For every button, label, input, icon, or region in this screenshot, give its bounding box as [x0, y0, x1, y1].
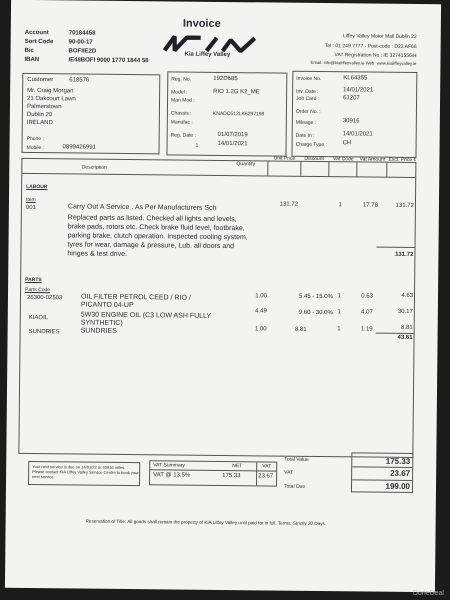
customer-address-line: Palmerstown: [26, 103, 62, 111]
customer-address-line: 21 Oakcourt Lawn: [27, 95, 76, 103]
service-note-box: [28, 461, 140, 486]
reg-value: 192D685: [213, 75, 238, 83]
charge-type-value: CH: [342, 140, 352, 147]
customer-address-line: Mr. Craig Morgan: [27, 87, 74, 95]
col-divider: [300, 162, 301, 176]
labour-subtotal: 131.72: [395, 251, 414, 258]
parts-subtotal: 43.61: [397, 334, 413, 341]
part-excl-price: 8.81: [400, 324, 413, 331]
mileage-value: 30916: [342, 118, 360, 125]
vat-summary-rate: VAT @ 13.5%: [153, 472, 191, 479]
part-unit-discount: 8.81: [294, 326, 307, 333]
part-quantity: 1.00: [255, 293, 268, 300]
parts-code-label: Parts Code: [25, 286, 51, 294]
chassis-label: Chassis :: [170, 110, 192, 117]
manufac-label: Manufac :: [170, 119, 193, 126]
vat-summary-col-divider: [256, 462, 257, 485]
account-value: 70184458: [68, 30, 96, 37]
part-description: OIL FILTER PETROL CEED / RIO /: [80, 293, 191, 302]
service-note-line: next service.: [32, 474, 55, 480]
col-divider: [356, 162, 357, 176]
iban-label: IBAN: [24, 56, 40, 64]
total-vat-label: VAT: [284, 469, 294, 476]
model-value: RIO 1.2G K2_ME: [213, 88, 260, 96]
mileage-label: Mileage :: [295, 119, 317, 126]
part-description: PICANTO 04-UP: [80, 301, 134, 310]
sort-code-label: Sort Code: [24, 38, 54, 46]
customer-box: [21, 73, 160, 154]
reg-date-value: 01/07/2019: [217, 131, 248, 139]
date-in-label: Date In :: [295, 132, 315, 139]
footer-terms: Reservation of Title: All goods shall remain the property of KIA Liffey Valley until paid for in full. Terms: Strictly 30 Days.: [85, 518, 327, 527]
col-vat-code: Vat Code: [333, 156, 354, 163]
total-value-label: Total Value: [284, 456, 309, 463]
vat-summary-net: 175.33: [222, 473, 241, 480]
labour-detail-line: parking brake, clutch operation. Inspected cooling system,: [67, 232, 248, 242]
part-vat-code: 1: [337, 293, 342, 300]
part-unit-discount: 9.60 - 30.0%: [298, 309, 333, 317]
service-note-line: Your next service is due on 14/01/22 or 45916 miles.: [32, 464, 126, 470]
inv-date-label: Inv. Date :: [296, 88, 319, 95]
col-divider: [267, 161, 268, 175]
dealer-line: Tel : 01 249 7777 - Post-code : D22 AF66: [324, 43, 417, 51]
part-vat-amount: 1.19: [360, 326, 373, 333]
totals-box: [351, 452, 413, 493]
total-vat: 23.67: [390, 468, 411, 478]
order-no-label: Order No. :: [295, 108, 321, 116]
labour-unit-price: 131.72: [279, 201, 298, 208]
part-description: SYNTHETIC): [80, 319, 123, 327]
dealer-line: VAT Registration No : IE 3274155GH: [334, 52, 417, 60]
charge-type-label: Charge Type :: [295, 141, 327, 149]
vehicle-box: [166, 71, 287, 156]
labour-vat-amount: 17.78: [362, 202, 378, 209]
part-unit-discount: 5.45 - 15.0%: [298, 293, 334, 301]
manmod-label: Man Mod :: [171, 97, 195, 104]
col-excl-price: Excl. Price €: [388, 156, 417, 164]
part-excl-price: 30.17: [397, 308, 413, 315]
col-discount: Discount: [304, 155, 324, 163]
labour-detail-line: brake pads, rotors etc. Check brake fluid level, footbrake,: [67, 223, 245, 233]
customer-label: Customer: [27, 76, 54, 84]
part-vat-code: 1: [337, 309, 341, 316]
col-description: Description: [81, 164, 107, 171]
total-value: 175.33: [385, 456, 411, 466]
vehicle-date: 14/01/2021: [217, 140, 248, 148]
iban-value: IE48BOFI 9000 1770 1844 58: [68, 57, 149, 65]
col-divider: [328, 162, 329, 176]
col-unit-price: Unit Price: [273, 155, 296, 162]
watermark: DoneDeal: [412, 590, 444, 597]
brand-subtitle: Kia Liffey Valley: [184, 51, 231, 59]
labour-title: Carry Out A Service . As Per Manufacturers Sch: [67, 203, 217, 212]
date-in-value: 14/01/2021: [342, 131, 373, 138]
vat-summary-box: [149, 460, 277, 486]
vat-summary-divider: [150, 469, 276, 471]
invoice-no-label: Invoice No.: [296, 75, 322, 83]
col-divider: [386, 163, 387, 177]
labour-detail-line: hinges & test drive.: [67, 250, 127, 258]
labour-excl-price: 131.72: [395, 202, 414, 209]
mobile-label: Mobile :: [26, 144, 45, 152]
total-due: 199.00: [385, 481, 411, 491]
vat-summary-vat: 23.67: [258, 473, 274, 480]
reg-label: Reg. No.: [171, 76, 192, 83]
dealer-line: Liffey Valley Motor Mall Dublin 22: [342, 33, 417, 41]
parts-heading: PARTS: [25, 276, 42, 284]
dealer-line: Email: info@kialiffeyvalley.ie Web: www.kialiffeyvalley.ie: [310, 59, 417, 67]
bic-label: Bic: [24, 47, 34, 55]
part-vat-amount: 0.63: [361, 293, 374, 300]
part-vat-code: 1: [337, 326, 341, 333]
customer-number: 618576: [69, 77, 90, 84]
part-quantity: 4.49: [255, 308, 267, 315]
vehicle-number: 1: [195, 142, 199, 149]
labour-detail-line: tyres for wear, damage & pressure, Lub. all doors and: [67, 241, 235, 251]
labour-detail-line: Replaced parts as listed. Checked all lights and levels,: [67, 214, 237, 224]
customer-address-line: IRELAND: [26, 119, 53, 127]
part-description: 5W30 ENGINE OIL (C3 LOW ASH FULLY: [80, 311, 212, 320]
part-excl-price: 4.63: [401, 292, 414, 299]
customer-address-line: Dublin 20: [26, 111, 53, 119]
sort-code-value: 90-00-17: [68, 39, 93, 46]
chassis-value: KNADC512LK6297198: [212, 110, 265, 118]
phone-label: Phone :: [26, 135, 44, 143]
vat-summary-title: VAT Summary: [153, 462, 185, 469]
invoice-title: Invoice: [182, 17, 221, 30]
bic-value: BOFIIE2D: [68, 48, 97, 55]
col-quantity: Quantity: [236, 161, 256, 168]
vat-summary-net-label: NET: [232, 463, 243, 470]
part-code: SUNDRIES: [28, 328, 60, 336]
part-quantity: 1.00: [254, 326, 267, 333]
part-description: SUNDRIES: [80, 327, 117, 335]
labour-subtotal-line: [377, 247, 415, 248]
labour-vat-code: 1: [338, 202, 342, 209]
account-label: Account: [24, 29, 49, 37]
job-card-value: 61207: [343, 95, 360, 102]
labour-heading: LABOUR: [26, 183, 48, 191]
labour-item-no: 001: [25, 204, 36, 212]
service-note-line: Please contact KIA Liffey Valley Service Centre to book your: [32, 469, 139, 476]
invoice-info-box: [291, 71, 417, 158]
model-label: Model :: [171, 89, 188, 96]
total-due-label: Total Due: [283, 483, 306, 490]
vat-summary-vat-label: VAT: [262, 463, 272, 470]
reg-date-label: Reg. Date :: [170, 132, 197, 139]
kia-logo-mark: [161, 34, 261, 53]
invoice-paper: [5, 0, 441, 592]
mobile-value: 0899426991: [62, 144, 96, 151]
invoice-no-value: KL64355: [343, 75, 368, 82]
part-code: KIAOIL: [28, 314, 49, 322]
job-card-label: Job Card :: [296, 95, 320, 102]
part-vat-amount: 4.07: [361, 309, 373, 316]
col-vat-amount: Vat Amount: [359, 156, 386, 163]
inv-date-value: 14/01/2021: [343, 87, 374, 94]
labour-item-label: Item: [25, 196, 36, 204]
part-code: 26300-02503: [26, 294, 63, 302]
items-table: [18, 155, 417, 458]
kia-logo: [160, 34, 260, 59]
